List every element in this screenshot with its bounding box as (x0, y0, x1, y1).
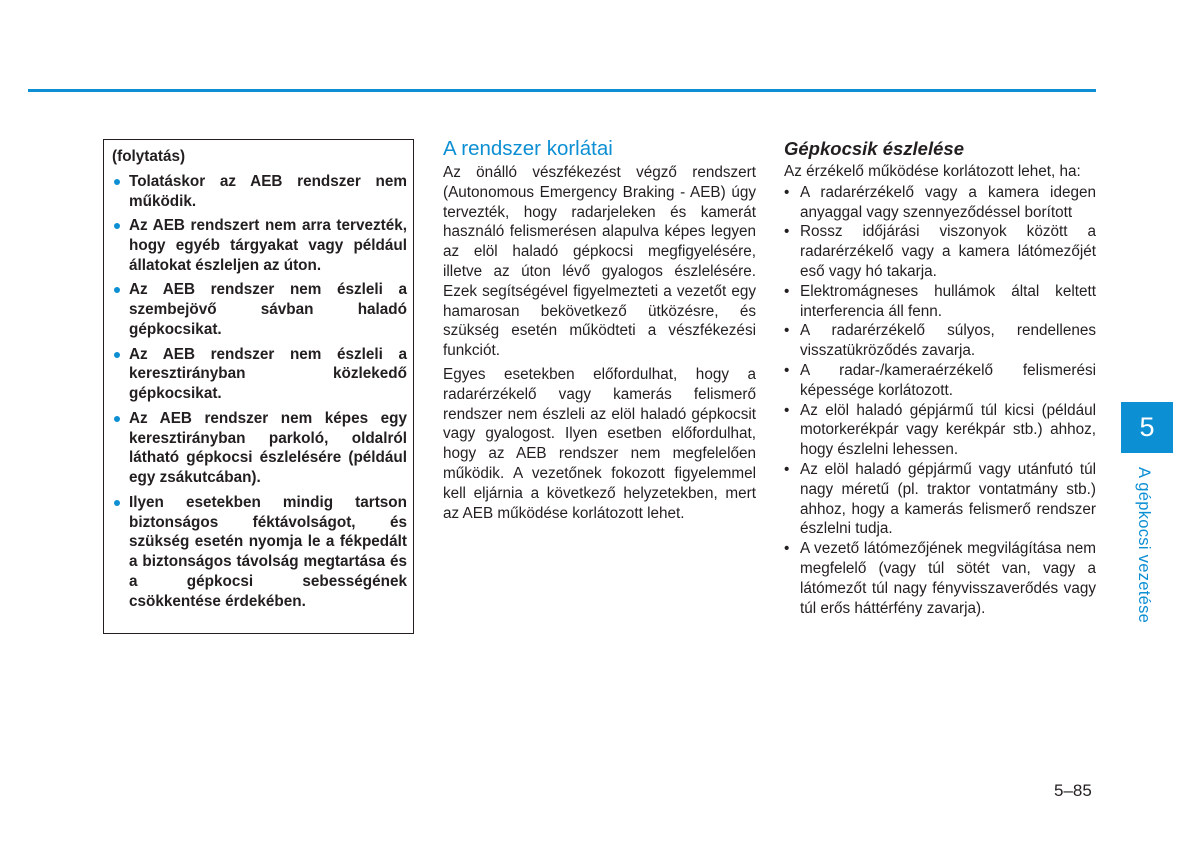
chapter-number-tab (1121, 402, 1173, 453)
paragraph: Az önálló vészfékezést végző rendszert (Autonomous Emergency Braking - AEB) úgy tervezték, hogy radarjeleken és kamerát használó felismerésen alapulva képes legyen az elöl haladó gépkocsi megfigyelésére, illetve az úton lévő gyalogos észlelésére. Ezek segítségével figyelmezteti a vezetőt egy hamarosan bekövetkező ütközésre, és szükség esetén működteti a vészfékezési funkciót. (443, 164, 756, 360)
condition-item: • A vezető látómezőjének megvilágítása nem megfelelő (vagy túl sötét van, vagy a látómezőt túl nagy fényvisszaverődés vagy túl erős háttérfény zavarja). (784, 540, 1096, 617)
section-title: A rendszer korlátai (443, 137, 613, 160)
bullet-icon: • (784, 401, 790, 419)
condition-item: • Elektromágneses hullámok által keltett interferencia áll fenn. (784, 282, 1096, 320)
warning-box (103, 139, 414, 634)
intro-text: Az érzékelő működése korlátozott lehet, ha: (784, 163, 1081, 180)
warning-item: Az AEB rendszert nem arra tervezték, hogy egyéb tárgyakat vagy például állatokat észleljen az úton. (112, 216, 407, 275)
continued-label: (folytatás) (112, 148, 186, 165)
condition-item: • Az elöl haladó gépjármű vagy utánfutó túl nagy méretű (pl. traktor vontatmány stb.) ahhoz, hogy a kamerás felismerő rendszer észlelni tudja. (784, 460, 1096, 538)
warning-item: Tolatáskor az AEB rendszer nem működik. (112, 172, 407, 212)
bullet-icon: • (784, 361, 790, 379)
bullet-dot-icon (114, 179, 120, 185)
condition-item: • A radarérzékelő vagy a kamera idegen anyaggal vagy szennyeződéssel borított (784, 183, 1096, 221)
bullet-dot-icon (114, 500, 120, 506)
limitations-section (443, 136, 756, 527)
warning-item: Az AEB rendszer nem észleli a keresztirányban közlekedő gépkocsikat. (112, 345, 407, 404)
bullet-icon: • (784, 540, 790, 558)
chapter-number: 5 (1139, 412, 1155, 442)
bullet-icon: • (784, 223, 790, 241)
condition-item: • Rossz időjárási viszonyok között a radarérzékelő vagy a kamera látómezőjét eső vagy hó takarja. (784, 223, 1096, 280)
bullet-icon: • (784, 282, 790, 300)
header-rule (28, 89, 1096, 92)
condition-item: • A radar-/kameraérzékelő felismerési képessége korlátozott. (784, 361, 1096, 399)
subsection-title: Gépkocsik észlelése (784, 138, 964, 159)
condition-list (784, 183, 1096, 619)
bullet-icon: • (784, 460, 790, 478)
bullet-dot-icon (114, 223, 120, 229)
vehicle-detection-section (784, 136, 1096, 618)
bullet-dot-icon (114, 416, 120, 422)
condition-item: • A radarérzékelő súlyos, rendellenes visszatükröződés zavarja. (784, 322, 1096, 360)
warning-item: Az AEB rendszer nem észleli a szembejövő sávban haladó gépkocsikat. (112, 280, 407, 339)
chapter-title: A gépkocsi vezetése (1135, 467, 1153, 624)
bullet-icon: • (784, 322, 790, 340)
bullet-icon: • (784, 183, 790, 201)
warning-item: Ilyen esetekben mindig tartson biztonságos féktávolságot, és szükség esetén nyomja le a fékpedált a biztonságos távolság megtartása és a gépkocsi sebességének csökkentése érdekében. (112, 493, 407, 612)
bullet-dot-icon (114, 352, 120, 358)
warning-list (112, 172, 407, 612)
condition-item: • Az elöl haladó gépjármű túl kicsi (például motorkerékpár vagy kerékpár stb.) ahhoz, hogy észlelni lehessen. (784, 401, 1096, 459)
paragraph: Egyes esetekben előfordulhat, hogy a radarérzékelő vagy kamerás felismerő rendszer nem észleli az elöl haladó gépkocsit vagy gyalogost. Ilyen esetben előfordulhat, hogy az AEB rendszer nem megfelelően működik. A vezetőnek fokozott figyelemmel kell eljárnia a következő helyzetekben, mert az AEB működése korlátozott lehet. (443, 365, 756, 522)
page-number: 5–85 (1054, 781, 1092, 800)
bullet-dot-icon (114, 287, 120, 293)
warning-item: Az AEB rendszer nem képes egy keresztirányban parkoló, oldalról látható gépkocsi észlelésére (például egy zsákutcában). (112, 409, 407, 488)
